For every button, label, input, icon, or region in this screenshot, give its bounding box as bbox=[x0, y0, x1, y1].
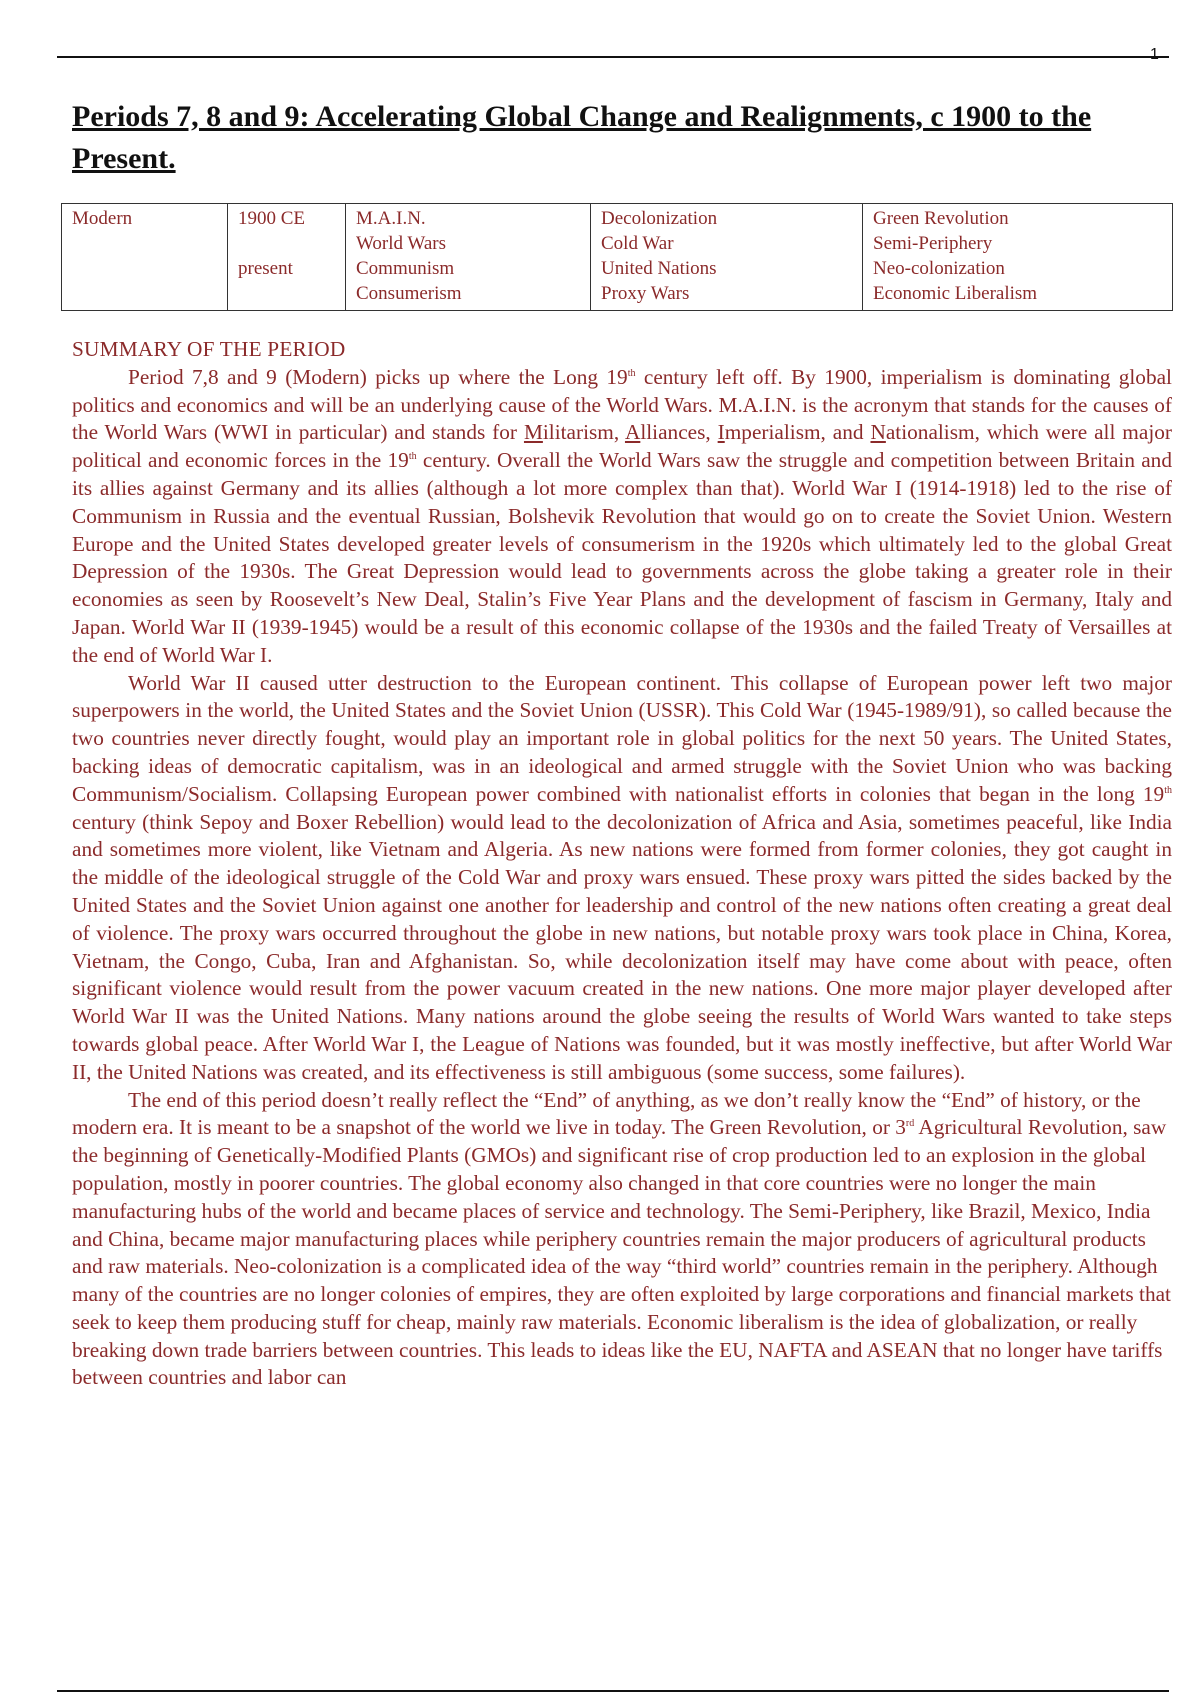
start-date: 1900 CE bbox=[238, 208, 306, 229]
period-cell bbox=[62, 204, 228, 311]
superscript: th bbox=[1164, 784, 1172, 796]
term: World Wars bbox=[356, 233, 446, 254]
terms-cell-1 bbox=[346, 204, 591, 311]
text-run: World War II caused utter destruction to the European continent. This collapse of European power left two major superpowers in the world, the United States and the Soviet Union (USSR). This Cold War (1945-1989/91), so called because the two countries never directly fought, would play an important role in global politics for the next 50 years. The United States, backing ideas of democratic capitalism, was in an ideological and armed struggle with the Soviet Union who was backing Communism/Socialism. Collapsing European power combined with nationalist efforts in colonies that began in the long 19 bbox=[72, 670, 1172, 806]
text-run: century (think Sepoy and Boxer Rebellion) would lead to the decolonization of Africa and Asia, sometimes peaceful, like India and sometimes more violent, like Vietnam and Algeria. As new nations were formed from former colonies, they got caught in the middle of the ideological struggle of the Cold War and proxy wars ensued. These proxy wars pitted the sides backed by the United States and the Soviet Union against one another for leadership and control of the new nations often creating a great deal of violence. The proxy wars occurred throughout the globe in new nations, but notable proxy wars took place in China, Korea, Vietnam, the Congo, Cuba, Iran and Afghanistan. So, while decolonization itself may have come about with peace, often significant violence would result from the power vacuum created in the new nations. One more major player developed after World War II was the United Nations. Many nations around the globe seeing the results of World Wars wanted to take steps towards global peace. After World War I, the League of Nations was founded, but it was mostly ineffective, but after World War II, the United Nations was created, and its effectiveness is still ambiguous (some success, some failures). bbox=[72, 809, 1172, 1084]
table-row bbox=[62, 204, 1173, 311]
key-terms-table bbox=[61, 203, 1173, 311]
terms-cell-3 bbox=[863, 204, 1173, 311]
date-spacer bbox=[238, 231, 335, 256]
term: Consumerism bbox=[356, 283, 462, 304]
term: Communism bbox=[356, 258, 455, 279]
summary-section bbox=[72, 336, 1172, 1392]
end-date: present bbox=[238, 258, 293, 279]
text-run: lliances, bbox=[640, 420, 718, 445]
text-run: mperialism, and bbox=[724, 420, 871, 445]
period-name: Modern bbox=[72, 208, 133, 229]
page-number: 1 bbox=[1150, 46, 1159, 63]
term: Cold War bbox=[601, 233, 674, 254]
dates-cell bbox=[228, 204, 346, 311]
superscript: rd bbox=[905, 1118, 915, 1130]
acronym-letter-m: M bbox=[523, 420, 543, 445]
summary-paragraph-2 bbox=[72, 670, 1172, 1087]
text-run: The end of this period doesn’t really reflect the “End” of anything, as we don’t really know the “End” of history, or the modern era. It is meant to be a snapshot of the world we live in today. The Green Revolution, or 3 bbox=[72, 1087, 1141, 1140]
term: Neo-colonization bbox=[873, 258, 1005, 279]
text-run: Agricultural Revolution, saw the beginning of Genetically-Modified Plants (GMOs) and significant rise of crop production led to an explosion in the global population, mostly in poorer countries. The global economy also changed in that core countries were no longer the main manufacturing hubs of the world and became places of service and technology. The Semi-Periphery, like Brazil, Mexico, India and China, became major manufacturing places while periphery countries remain the major producers of agricultural products and raw materials. Neo-colonization is a complicated idea of the way “third world” countries remain in the periphery. Although many of the countries are no longer colonies of empires, they are often exploited by large corporations and financial markets that seek to keep them producing stuff for cheap, mainly raw materials. Economic liberalism is the idea of globalization, or really breaking down trade barriers between countries. This leads to ideas like the EU, NAFTA and ASEAN that no longer have tariffs between countries and labor can bbox=[72, 1115, 1171, 1390]
summary-heading: SUMMARY OF THE PERIOD bbox=[72, 337, 346, 361]
text-run: century left off. By 1900, imperialism is dominating global politics and economics and will be an underlying cause of the World Wars. M.A.I.N. is the acronym that stands for the causes of the World Wars (WWI in particular) and stands for bbox=[72, 364, 1172, 445]
text-run: Period 7,8 and 9 (Modern) picks up where the Long 19 bbox=[128, 364, 628, 389]
acronym-letter-n: N bbox=[870, 420, 886, 445]
footer-rule bbox=[57, 1690, 1169, 1692]
term: United Nations bbox=[601, 258, 717, 279]
superscript: th bbox=[408, 451, 417, 463]
terms-cell-2 bbox=[591, 204, 863, 311]
term: Green Revolution bbox=[873, 208, 1009, 229]
acronym-letter-a: A bbox=[624, 420, 641, 445]
text-run: century. Overall the World Wars saw the struggle and competition between Britain and its allies against Germany and its allies (although a lot more complex than that). World War I (1914-1918) led to the rise of Communism in Russia and the eventual Russian, Bolshevik Revolution that would go on to create the Soviet Union. Western Europe and the United States developed greater levels of consumerism in the 1920s which ultimately led to the global Great Depression of the 1930s. The Great Depression would lead to governments across the globe taking a greater role in their economies as seen by Roosevelt’s New Deal, Stalin’s Five Year Plans and the development of fascism in Germany, Italy and Japan. World War II (1939-1945) would be a result of this economic collapse of the 1930s and the failed Treaty of Versailles at the end of World War I. bbox=[72, 448, 1172, 667]
text-run: ilitarism, bbox=[542, 420, 625, 445]
superscript: th bbox=[627, 367, 636, 379]
page-title: Periods 7, 8 and 9: Accelerating Global Change and Realignments, c 1900 to the Present. bbox=[72, 100, 1092, 175]
term: M.A.I.N. bbox=[356, 208, 426, 229]
term: Economic Liberalism bbox=[873, 283, 1038, 304]
term: Proxy Wars bbox=[601, 283, 690, 304]
acronym-letter-i: I bbox=[717, 420, 725, 445]
summary-paragraph-1 bbox=[72, 364, 1172, 670]
header-rule bbox=[57, 56, 1169, 58]
term: Semi-Periphery bbox=[873, 233, 993, 254]
summary-paragraph-3 bbox=[72, 1087, 1172, 1393]
term: Decolonization bbox=[601, 208, 718, 229]
text-run: ationalism, which were all major political and economic forces in the 19 bbox=[72, 420, 1172, 473]
